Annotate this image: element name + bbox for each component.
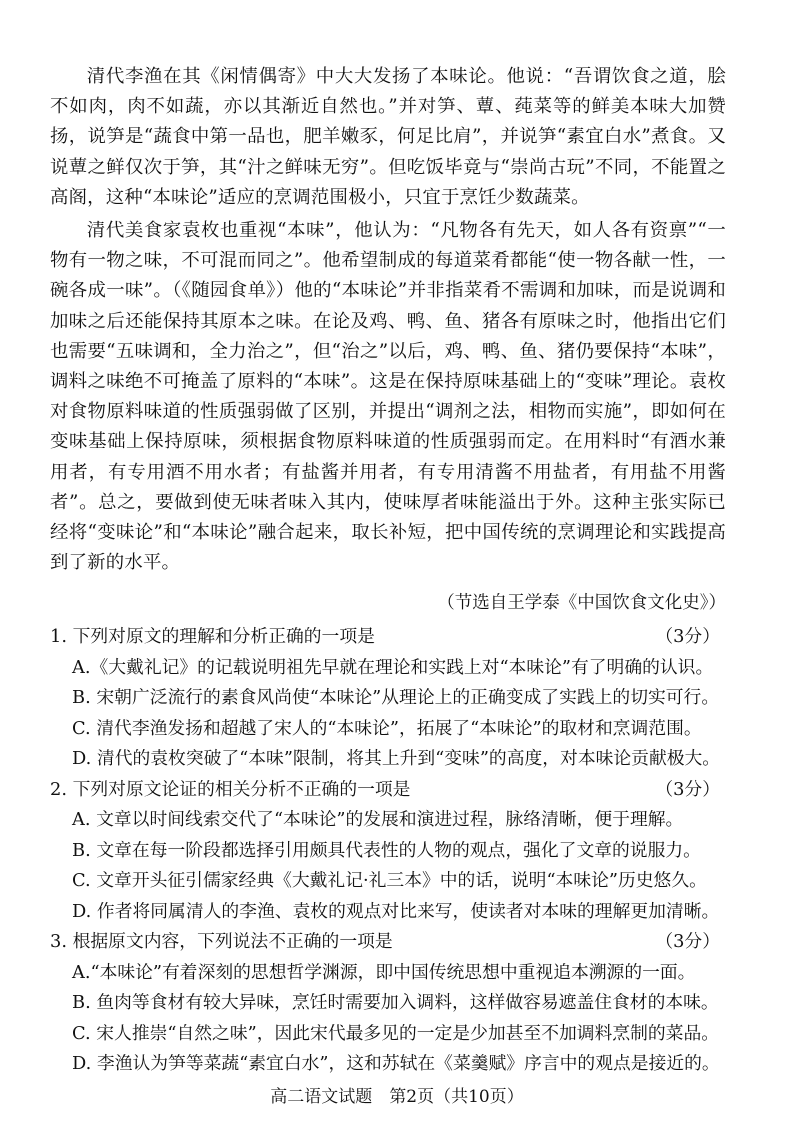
option-a[interactable]: A.《大戴礼记》的记载说明祖先早就在理论和实践上对“本味论”有了明确的认识。 [72,656,714,678]
source-citation: （节选自王学泰《中国饮食文化史》） [437,593,726,614]
option-b[interactable]: B. 文章在每一阶段都选择引用颇具代表性的人物的观点，强化了文章的说服力。 [72,839,701,861]
paragraph-li-yu: 清代李渔在其《闲情偶寄》中大大发扬了本味论。他说：“吾谓饮食之道，脍不如肉，肉不如蔬，亦以其渐近自然也。”并对笋、蕈、莼菜等的鲜美本味大加赞扬，说笋是“蔬食中第一品也，肥羊嫩豕，何足比肩”，并说笋“素宜白水”煮食。又说蕈之鲜仅次于笋，其“汁之鲜味无穷”。但吃饭毕竟与“崇尚古玩”不同，不能置之高阁，这种“本味论”适应的烹调范围极小，只宜于烹饪少数蔬菜。 [50,66,726,208]
question-stem [50,775,726,806]
option-d[interactable]: D. 作者将同属清人的李渔、袁枚的观点对比来写，使读者对本味的理解更加清晰。 [72,900,720,922]
option-c[interactable]: C. 宋人推崇“自然之味”，因此宋代最多见的一定是少加甚至不加调料烹制的菜品。 [72,1022,720,1044]
question-text: 1. 下列对原文的理解和分析正确的一项是 [50,626,375,648]
option-a[interactable]: A.“本味论”有着深刻的思想哲学渊源，即中国传统思想中重视追本溯源的一面。 [72,961,696,983]
paragraph-yuan-mei: 清代美食家袁枚也重视“本味”，他认为：“凡物各有先天，如人各有资禀”“一物有一物之味，不可混而同之”。他希望制成的每道菜肴都能“使一物各献一性，一碗各成一味”。（《随园食单》）他的“本味论”并非指菜肴不需调和加味，而是说调和加味之后还能保持其原本之味。在论及鸡、鸭、鱼、猪各有原味之时，他指出它们也需要“五味调和，全力治之”，但“治之”以后，鸡、鸭、鱼、猪仍要保持“本味”，调料之味绝不可掩盖了原料的“本味”。这是在保持原味基础上的“变味”理论。袁枚对食物原料味道的性质强弱做了区别，并提出“调剂之法，相物而实施”，即如何在变味基础上保持原味，须根据食物原料味道的性质强弱而定。在用料时“有酒水兼用者，有专用酒不用水者；有盐酱并用者，有专用清酱不用盐者，有用盐不用酱者”。总之，要做到使无味者味入其内，使味厚者味能溢出于外。这种主张实际已经将“变味论”和“本味论”融合起来，取长补短，把中国传统的烹调理论和实践提高到了新的水平。 [50,220,726,574]
question-text: 3. 根据原文内容，下列说法不正确的一项是 [50,931,393,953]
option-d[interactable]: D. 李渔认为笋等菜蔬“素宜白水”，这和苏轼在《菜羹赋》序言中的观点是接近的。 [72,1053,720,1075]
question-2 [50,775,726,928]
option-b[interactable]: B. 宋朝广泛流行的素食风尚使“本味论”从理论上的正确变成了实践上的切实可行。 [72,687,720,709]
question-3 [50,927,726,1080]
question-stem [50,622,726,653]
option-d[interactable]: D. 清代的袁枚突破了“本味”限制，将其上升到“变味”的高度，对本味论贡献极大。 [72,748,721,770]
option-b[interactable]: B. 鱼肉等食材有较大异味，烹饪时需要加入调料，这样做容易遮盖住食材的本味。 [72,992,719,1014]
question-text: 2. 下列对原文论证的相关分析不正确的一项是 [50,778,411,800]
question-score: （3分） [655,626,720,648]
question-score: （3分） [655,931,720,953]
question-1 [50,622,726,775]
option-a[interactable]: A. 文章以时间线索交代了“本味论”的发展和演进过程，脉络清晰，便于理解。 [72,809,684,831]
question-score: （3分） [655,778,720,800]
question-stem [50,927,726,958]
option-c[interactable]: C. 清代李渔发扬和超越了宋人的“本味论”，拓展了“本味论”的取材和烹调范围。 [72,717,702,739]
option-c[interactable]: C. 文章开头征引儒家经典《大戴礼记·礼三本》中的话，说明“本味论”历史悠久。 [72,870,707,892]
page-footer: 高二语文试题 第2页（共10页） [270,1087,524,1107]
